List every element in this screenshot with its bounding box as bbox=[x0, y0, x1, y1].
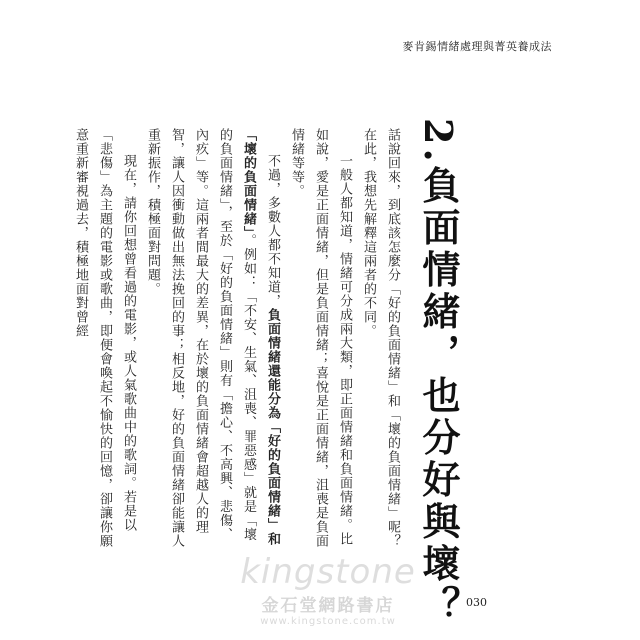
watermark-url: www.kingstone.com.tw bbox=[260, 616, 396, 627]
paragraph-1: 話說回來，到底該怎麼分「好的負面情緒」和「壞的負面情緒」呢？在此，我想先解釋這兩者的不同。 bbox=[361, 128, 400, 548]
paragraph-2: 一般人都知道，情緒可分成兩大類，即正面情緒和負面情緒。比如說，愛是正面情緒，但是負面情緒；喜悅是正面情緒，沮喪是負面情緒等等。 bbox=[289, 128, 352, 548]
watermark-store-name: 金石堂網路書店 bbox=[261, 596, 395, 616]
paragraph-3-rest: 。例如：「不安、生氣、沮喪、罪惡感」就是「壞的負面情緒」，至於「好的負面情緒」則有「擔心、不高興、悲傷、內疚」等。這兩者間最大的差異，在於壞的負面情緒會超越人的理智，讓人因衝動做出無法挽回的事；相反地，好的負面情緒卻能讓人重新振作，積極面對問題。 bbox=[145, 128, 256, 548]
paragraph-3-bold: 負面情緒還能分為「好的負面情緒」和「壞的負面情緒」 bbox=[241, 128, 280, 546]
body-text bbox=[73, 128, 404, 548]
paragraph-4: 現在，請你回想曾看過的電影，或人氣歌曲中的歌詞。若是以「悲傷」為主題的電影或歌曲，即便會喚起不愉快的回憶，卻讓你願意重新審視過去，積極地面對曾經 bbox=[73, 128, 136, 548]
chapter-title: 2.負面情緒，也分好與壞？ bbox=[416, 118, 461, 628]
paragraph-3-intro: 不過，多數人都不知道， bbox=[265, 154, 280, 308]
paragraph-3 bbox=[140, 128, 284, 548]
page-number: 030 bbox=[466, 596, 487, 609]
watermark-logo: kingstone bbox=[240, 552, 416, 592]
running-header: 麥肯錫情緒處理與菁英養成法 bbox=[402, 40, 552, 53]
